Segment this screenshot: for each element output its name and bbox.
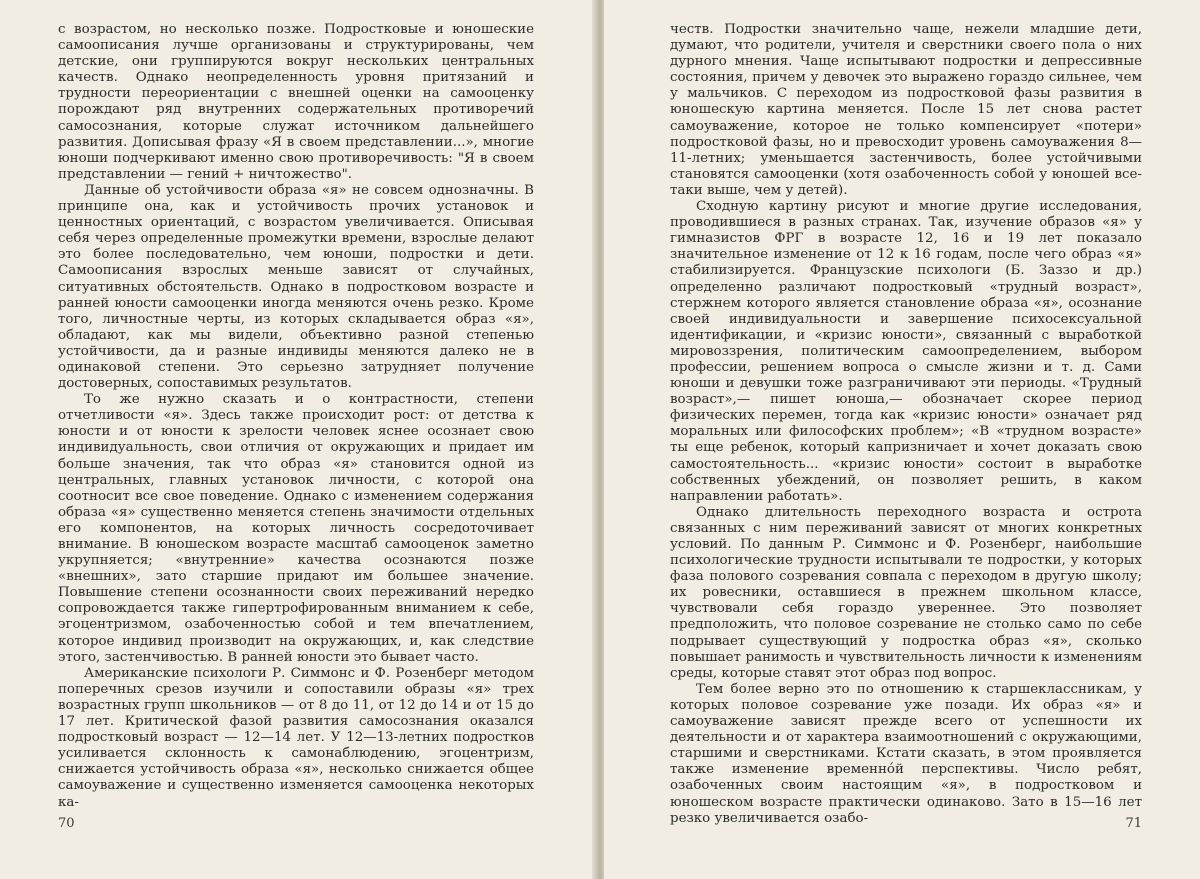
paragraph: Тем более верно это по отношению к старшеклассникам, у которых половое созревание уже позади. Их образ «я» и самоуважение зависят прежде всего от успешности их деятельности и от характера взаимоотношений с окружающими, старшими и сверстниками. Кстати сказать, в этом проявляется также изменение временнóй перспективы. Число ребят, озабоченных своим настоящим «я», в подростковом и юношеском возрасте практически одинаково. Зато в 15—16 лет резко увеличивается озабо-	[670, 681, 1142, 826]
left-page-text	[58, 22, 534, 811]
right-page	[604, 0, 1200, 879]
paragraph: Данные об устойчивости образа «я» не совсем однозначны. В принципе она, как и устойчивость прочих установок и ценностных ориентаций, с возрастом увеличивается. Описывая себя через определенные промежутки времени, взрослые делают это более последовательно, чем юноши, подростки и дети. Самоописания взрослых меньше зависят от случайных, ситуативных обстоятельств. Однако в подростковом возрасте и ранней юности самооценки иногда меняются очень резко. Кроме того, личностные черты, из которых складывается образ «я», обладают, как мы видели, объективно разной степенью устойчивости, да и разные индивиды меняются далеко не в одинаковой степени. Это серьезно затрудняет получение достоверных, сопоставимых результатов.	[58, 182, 534, 392]
paragraph: Сходную картину рисуют и многие другие исследования, проводившиеся в разных странах. Так, изучение образов «я» у гимназистов ФРГ в возрасте 12, 16 и 19 лет показало значительное изменение от 12 к 16 годам, после чего образ «я» стабилизируется. Французские психологи (Б. Заззо и др.) определенно различают подростковый «трудный возраст», стержнем которого является становление образа «я», осознание своей индивидуальности и завершение психосексуальной идентификации, и «кризис юности», связанный с выработкой мировоззрения, политическим самоопределением, выбором профессии, решением вопроса о смысле жизни и т. д. Сами юноши и девушки тоже разграничивают эти периоды. «Трудный возраст»,— пишет юноша,— обозначает скорее период физических перемен, тогда как «кризис юности» означает ряд моральных или философских проблем»; «В «трудном возрасте» ты еще ребенок, который капризничает и хочет доказать свою самостоятельность... «кризис юности» состоит в выработке собственных убеждений, он позволяет решить, в каком направлении работать».	[670, 199, 1142, 504]
paragraph: Однако длительность переходного возраста и острота связанных с ним переживаний зависят от многих конкретных условий. По данным Р. Симмонс и Ф. Розенберг, наибольшие психологические трудности испытывали те подростки, у которых фаза полового созревания совпала с переходом в другую школу; их ровесники, оставшиеся в прежнем школьном классе, чувствовали себя гораздо увереннее. Это позволяет предположить, что половое созревание не столько само по себе подрывает существующий у подростка образ «я», сколько повышает ранимость и чувствительность личности к изменениям среды, которые ставят этот образ под вопрос.	[670, 504, 1142, 681]
paragraph: То же нужно сказать и о контрастности, степени отчетливости «я». Здесь также происходит рост: от детства к юности и от юности к зрелости человек яснее осознает свою индивидуальность, свои отличия от окружающих и придает им больше значения, так что образ «я» становится одной из центральных, главных установок личности, с которой она соотносит все свое поведение. Однако с изменением содержания образа «я» существенно меняется степень значимости отдельных его компонентов, на которых личность сосредоточивает внимание. В юношеском возрасте масштаб самооценок заметно укрупняется; «внутренние» качества осознаются позже «внешних», зато старшие придают им большее значение. Повышение степени осознанности своих переживаний нередко сопровождается также гипертрофированным вниманием к себе, эгоцентризмом, озабоченностью собой и тем впечатлением, которое индивид производит на окружающих, и, как следствие этого, застенчивостью. В ранней юности это бывает часто.	[58, 392, 534, 665]
right-page-text	[670, 22, 1142, 827]
page-number-right: 71	[1125, 816, 1142, 831]
paragraph: с возрастом, но несколько позже. Подростковые и юношеские самоописания лучше организованы и структурированы, чем детские, они группируются вокруг нескольких центральных качеств. Однако неопределенность уровня притязаний и трудности переориентации с внешней оценки на самооценку порождают ряд внутренних содержательных противоречий самосознания, которые служат источником дальнейшего развития. Дописывая фразу «Я в своем представлении...», многие юноши подчеркивают именно свою противоречивость: "Я в своем представлении — гений + ничтожество".	[58, 22, 534, 182]
paragraph: честв. Подростки значительно чаще, нежели младшие дети, думают, что родители, учителя и сверстники своего пола о них дурного мнения. Чаще испытывают подростки и депрессивные состояния, причем у девочек это выражено гораздо сильнее, чем у мальчиков. С переходом из подростковой фазы развития в юношескую картина меняется. После 15 лет снова растет самоуважение, которое не только компенсирует «потери» подростковой фазы, но и превосходит уровень самоуважения 8—11-летних; уменьшается застенчивость, более устойчивыми становятся самооценки (хотя озабоченность собой у юношей все-таки выше, чем у детей).	[670, 22, 1142, 198]
left-page	[0, 0, 596, 879]
paragraph: Американские психологи Р. Симмонс и Ф. Розенберг методом поперечных срезов изучили и сопоставили образы «я» трех возрастных групп школьников — от 8 до 11, от 12 до 14 и от 15 до 17 лет. Критической фазой развития самосознания оказался подростковый возраст — 12—14 лет. У 12—13-летних подростков усиливается склонность к самонаблюдению, эгоцентризм, снижается устойчивость образа «я», несколько снижается общее самоуважение и существенно изменяется самооценка некоторых ка-	[58, 665, 534, 810]
page-number-left: 70	[58, 816, 75, 831]
